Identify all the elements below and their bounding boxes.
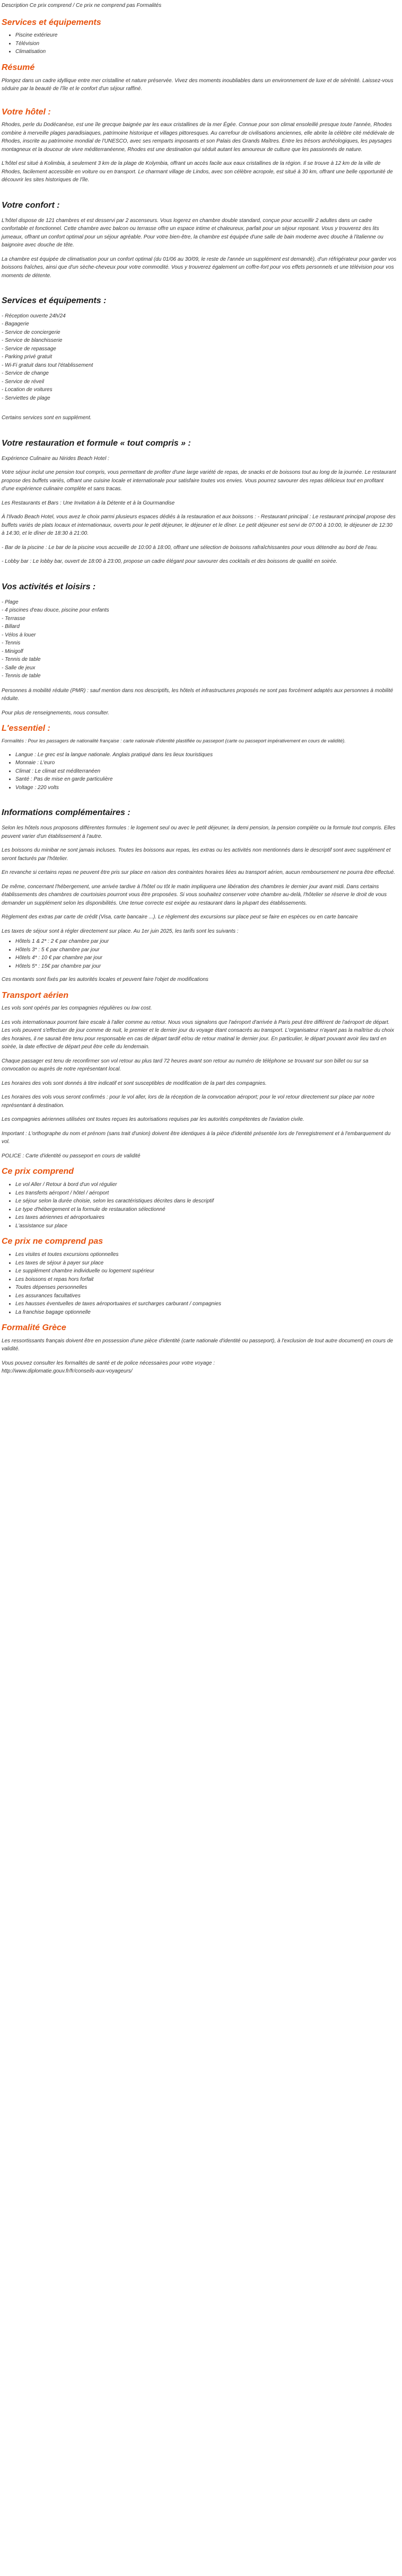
- transport-paragraph: Les horaires des vols sont donnés à titre indicatif et sont susceptibles de modification de la part des compagnies.: [2, 1080, 267, 1086]
- list-item: • Les visites et toutes excursions optionnelles: [15, 1251, 397, 1259]
- list-item: - Terrasse: [2, 615, 25, 622]
- transport-paragraph: Chaque passager est tenu de reconfirmer son vol retour au plus tard 72 heures avant son retour au numéro de téléphone se trouvant sur son billet ou sur sa convocation ou auprès de notre représentant local.: [2, 1058, 369, 1073]
- list-item: • Les assurances facultatives: [15, 1292, 397, 1300]
- list-item: • Télévision: [15, 40, 397, 48]
- infos-paragraph: Les boissons du minibar ne sont jamais incluses. Toutes les boissons aux repas, les extras ou les activités non mentionnés dans le descriptif sont avec supplément et seront facturés par l'hôtelier.: [2, 847, 391, 862]
- renseignements-note: Pour plus de renseignements, nous consulter.: [2, 710, 110, 716]
- infos-paragraph: En revanche si certains repas ne peuvent être pris sur place en raison des contraintes horaires liées au transport aérien, aucun remboursement ne pourra être effectué.: [2, 870, 396, 876]
- essentiel-heading: L'essentiel :: [2, 724, 50, 733]
- list-item: • Les boissons et repas hors forfait: [15, 1276, 397, 1284]
- ne-comprend-heading: Ce prix ne comprend pas: [2, 1237, 103, 1246]
- services-list: [2, 31, 397, 56]
- hotel-heading: Votre hôtel :: [2, 107, 51, 117]
- pmr-note: Personnes à mobilité réduite (PMR) : sauf mention dans nos descriptifs, les hôtels et infrastructures proposés ne sont pas forcément adaptés aux personnes à mobilité réduite.: [2, 687, 394, 702]
- list-item: • Le séjour selon la durée choisie, selon les caractéristiques décrites dans le descriptif: [15, 1197, 397, 1206]
- resto-subheading: Les Restaurants et Bars : Une Invitation à la Détente et à la Gourmandise: [2, 500, 175, 506]
- list-item: - Plage: [2, 599, 19, 605]
- resume-text: Plongez dans un cadre idyllique entre mer cristalline et nature préservée. Vivez des moments inoubliables dans un environnement de luxe et de sérénité. Laissez-vous séduire par la beauté de l'île et le confort d'un séjour raffiné.: [2, 77, 394, 92]
- transport-police: POLICE : Carte d'identité ou passeport en cours de validité: [2, 1153, 141, 1159]
- list-item: - Vélos à louer: [2, 632, 36, 638]
- list-item: - Tennis: [2, 640, 21, 647]
- list-item: • Hôtels 5* : 15€ par chambre par jour: [15, 962, 397, 971]
- list-item: • Les transferts aéroport / hôtel / aéroport: [15, 1189, 397, 1198]
- list-item: - Serviettes de plage: [2, 395, 50, 401]
- list-item: - Service de change: [2, 370, 49, 377]
- comprend-heading: Ce prix comprend: [2, 1167, 74, 1176]
- list-item: - Billard: [2, 624, 20, 630]
- confort-paragraph: L'hôtel dispose de 121 chambres et est desservi par 2 ascenseurs. Vous logerez en chambre double standard, conçue pour accueillir 2 adultes dans un cadre confortable et fonctionnel. Cette chambre avec balcon ou terrasse offre un espace intime et chaleureux, parfait pour un séjour reposant. Vous y trouverez des lits jumeaux, offrant un confort optimal pour un séjour agréable. Pour votre bien-être, la chambre est équipée d'une salle de bain moderne avec douche à l'italienne ou baignoire avec douche de tête.: [2, 217, 383, 249]
- transport-important: Important : L'orthographe du nom et prénom (sans trait d'union) doivent être identiques à la pièce d'identité présentée lors de l'enregistrement et à l'embarquement du vol.: [2, 1130, 391, 1145]
- list-item: • Hôtels 3* : 5 € par chambre par jour: [15, 946, 397, 954]
- resto-paragraph: - Bar de la piscine : Le bar de la piscine vous accueille de 10:00 à 18:00, offrant une sélection de boissons rafraîchissantes pour vous détendre au bord de l'eau.: [2, 544, 378, 551]
- formalite-heading: Formalité Grèce: [2, 1323, 66, 1332]
- formalite-paragraph: Vous pouvez consulter les formalités de santé et de police nécessaires pour votre voyage :: [2, 1360, 215, 1366]
- transport-paragraph: Les vols sont opérés par les compagnies régulières ou low cost.: [2, 1005, 152, 1012]
- list-item: - Réception ouverte 24h/24: [2, 313, 66, 319]
- resto-paragraph: - Lobby bar : Le lobby bar, ouvert de 18:00 à 23:00, propose un cadre élégant pour savourer des cocktails et des boissons de qualité en soirée.: [2, 559, 338, 565]
- list-item: • Les taxes de séjour à payer sur place: [15, 1259, 397, 1268]
- list-item: - Salle de jeux: [2, 665, 36, 671]
- list-item: - Tennis de table: [2, 673, 41, 679]
- resto-heading: Votre restauration et formule « tout compris » :: [2, 438, 191, 448]
- list-item: • Piscine extérieure: [15, 31, 397, 40]
- infos-paragraph: De même, concernant l'hébergement, une arrivée tardive à l'hôtel ou tôt le matin impliquera une libération des chambres le dernier jour avant midi. Dans certains établissements des chambres de courtoisies pourront vous être proposées. Si vous souhaitez conserver votre chambre au-delà, l'hôtelier se réserve le droit de vous demander un supplément selon les disponibilités. Une tenue correcte est exigée au restaurant dans la plupart des établissements.: [2, 883, 387, 906]
- list-item: • Le vol Aller / Retour à bord d'un vol régulier: [15, 1181, 397, 1189]
- essentiel-list: [2, 751, 397, 792]
- taxes-note: Ces montants sont fixés par les autorités locales et peuvent faire l'objet de modifications: [2, 977, 208, 983]
- infos-paragraph: Selon les hôtels nous proposons différentes formules : le logement seul ou avec le petit déjeuner, la demi pension, la pension complète ou la formule tout compris. Elles peuvent varier d'un établissement à l'autre.: [2, 825, 396, 839]
- resto-paragraph: À l'Ilvado Beach Hotel, vous avez le choix parmi plusieurs espaces dédiés à la restauration et aux boissons : - Restaurant principal : Le restaurant principal propose des buffets variés de plats locaux et internationaux, ouverts pour le petit déjeuner, le déjeuner et le dîner. Le petit déjeuner est servi de 07:00 à 10:00, le déjeuner de 12:30 à 14:30, et le dîner de 18:30 à 21:00.: [2, 514, 396, 537]
- list-item: - Minigolf: [2, 648, 23, 654]
- transport-heading: Transport aérien: [2, 990, 68, 1000]
- list-item: - 4 piscines d'eau douce, piscine pour enfants: [2, 607, 109, 614]
- list-item: - Location de voitures: [2, 387, 53, 393]
- list-item: • Voltage : 220 volts: [15, 784, 397, 792]
- activites-heading: Vos activités et loisirs :: [2, 582, 96, 591]
- hotel-paragraph: Rhodes, perle du Dodécanèse, est une île grecque baignée par les eaux cristallines de la mer Égée. Connue pour son climat ensoleillé presque toute l'année, Rhodes combine à merveille plages paradisiaques, patrimoine historique et villages pittoresques. Au carrefour de civilisations anciennes, elle abrite la célèbre cité médiévale de Rhodes, inscrite au patrimoine mondial de l'UNESCO, avec ses remparts imposants et son Palais des Grands Maîtres. Entre les trésors archéologiques, les paysages montagneux et la douceur de vivre méditerranéenne, Rhodes est une destination qui séduit autant les amoureux de culture que les passionnés de nature.: [2, 122, 395, 153]
- ne-comprend-list: [2, 1251, 397, 1316]
- list-item: • Monnaie : L'euro: [15, 759, 397, 767]
- list-item: • Le supplément chambre individuelle ou logement supérieur: [15, 1267, 397, 1276]
- list-item: • Le type d'hébergement et la formule de restauration sélectionné: [15, 1206, 397, 1214]
- list-item: - Service de réveil: [2, 378, 45, 385]
- taxes-intro: Les taxes de séjour sont à régler directement sur place. Au 1er juin 2025, les tarifs sont les suivants :: [2, 928, 239, 934]
- formalite-paragraph: Les ressortissants français doivent être en possession d'une pièce d'identité (carte nationale d'identité ou passeport), à l'exclusion de tout autre document) en cours de validité.: [2, 1338, 394, 1352]
- list-item: • Hôtels 1 & 2* : 2 € par chambre par jour: [15, 937, 397, 946]
- taxes-list: [2, 937, 397, 970]
- list-item: • Langue : Le grec est la langue nationale. Anglais pratiqué dans les lieux touristiques: [15, 751, 397, 759]
- hotel-paragraph: L'hôtel est situé à Kolimbia, à seulement 3 km de la plage de Kolymbia, offrant un accès facile aux eaux cristallines de la région. Il se trouve à 12 km de la ville de Rhodes, facilement accessible en voiture ou en transport. Le charmant village de Lindos, avec son célèbre acropole, est situé à 30 km, offrant une belle opportunité de découvrir les sites historiques de l'île.: [2, 161, 393, 183]
- list-item: • La franchise bagage optionnelle: [15, 1308, 397, 1317]
- formalite-link[interactable]: http://www.diplomatie.gouv.fr/fr/conseils-aux-voyageurs/: [2, 1368, 133, 1375]
- list-item: • Toutes dépenses personnelles: [15, 1283, 397, 1292]
- infos-heading: Informations complémentaires :: [2, 808, 130, 818]
- confort-heading: Votre confort :: [2, 200, 60, 210]
- list-item: - Service de conciergerie: [2, 329, 60, 335]
- list-item: • L'assistance sur place: [15, 1222, 397, 1231]
- list-item: • Les taxes aériennes et aéroportuaires: [15, 1214, 397, 1222]
- services2-list: [2, 312, 397, 403]
- list-item: - Service de blanchisserie: [2, 338, 63, 344]
- list-item: - Service de repassage: [2, 346, 56, 352]
- transport-paragraph: Les vols internationaux pourront faire escale à l'aller comme au retour. Nous vous signalons que l'aéroport d'arrivée à Paris peut être différent de l'aéroport de départ. Les vols peuvent s'effectuer de jour comme de nuit, le premier et le dernier jour du voyage étant consacrés au transport. L'organisateur n'ayant pas la maîtrise du choix des horaires, il ne saurait être tenu pour responsable en cas de départ tardif et/ou de retour matinal le dernier jour. En particulier, le départ pouvant avoir lieu tard en soirée, la date effective de départ peut être celle du lendemain.: [2, 1019, 395, 1050]
- transport-paragraph: Les horaires des vols vous seront confirmés : pour le vol aller, lors de la réception de la convocation aéroport; pour le vol retour directement sur place par notre représentant à destination.: [2, 1094, 375, 1109]
- confort-paragraph: La chambre est équipée de climatisation pour un confort optimal (du 01/06 au 30/09, le reste de l'année un supplément est demandé), d'un réfrigérateur pour garder vos boissons fraîches, ainsi que d'un sèche-cheveux pour votre commodité. Vous y trouverez également un coffre-fort pour vos effets personnels et une télévision pour vos moments de détente.: [2, 256, 397, 279]
- resume-heading: Résumé: [2, 63, 35, 72]
- comprend-list: [2, 1181, 397, 1230]
- list-item: - Wi-Fi gratuit dans tout l'établissement: [2, 362, 93, 368]
- list-item: • Climat : Le climat est méditerranéen: [15, 767, 397, 776]
- list-item: • Les hausses éventuelles de taxes aéroportuaires et surcharges carburant / compagnies: [15, 1300, 397, 1308]
- services2-note: Certains services sont en supplément.: [2, 415, 92, 421]
- list-item: - Bagagerie: [2, 321, 29, 327]
- list-item: • Santé : Pas de mise en garde particulière: [15, 775, 397, 784]
- transport-paragraph: Les compagnies aériennes utilisées ont toutes reçues les autorisations requises par les autorités compétentes de l'aviation civile.: [2, 1117, 304, 1123]
- list-item: - Parking privé gratuit: [2, 354, 53, 360]
- services2-heading: Services et équipements :: [2, 296, 107, 306]
- list-item: • Hôtels 4* : 10 € par chambre par jour: [15, 954, 397, 962]
- essentiel-formalites: Formalités : Pour les passagers de nationalité française : carte nationale d'identité plastifiée ou passeport (carte ou passeport impérativement en cours de validité).: [2, 738, 346, 743]
- resto-subheading: Expérience Culinaire au Nirides Beach Hotel :: [2, 455, 109, 462]
- intro-line: Description Ce prix comprend / Ce prix ne comprend pas Formalités: [2, 3, 162, 8]
- services-heading: Services et équipements: [2, 17, 101, 27]
- infos-paragraph: Règlement des extras par carte de crédit (Visa, carte bancaire ...). Le règlement des excursions sur place peut se faire en espèces ou en carte bancaire: [2, 914, 358, 920]
- list-item: - Tennis de table: [2, 657, 41, 663]
- activites-list: [2, 598, 397, 680]
- list-item: • Climatisation: [15, 48, 397, 56]
- resto-paragraph: Votre séjour inclut une pension tout compris, vous permettant de profiter d'une large variété de repas, de snacks et de boissons tout au long de la journée. Le restaurant propose des buffets variés, offrant une cuisine locale et internationale pour satisfaire toutes vos envies. Vous pourrez savourer des repas délicieux tout en profitant d'une expérience culinaire complète et sans tracas.: [2, 470, 396, 492]
